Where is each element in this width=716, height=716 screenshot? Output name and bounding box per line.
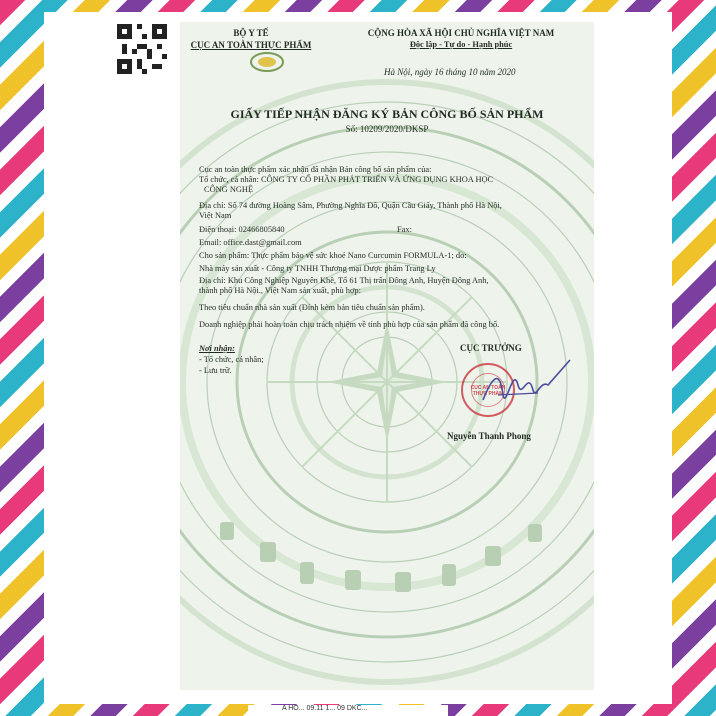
agency-logo-icon [249, 51, 285, 73]
body-line: thành phố Hà Nội., Việt Nam sản xuất, phù hợp: [199, 286, 361, 295]
official-red-stamp: CỤC AN TOÀN THỰC PHẨM [461, 363, 515, 417]
body-line: Theo tiêu chuẩn nhà sản xuất (Đính kèm bản tiêu chuẩn sản phẩm). [199, 303, 425, 312]
bottom-caption-text: A HO... 09.11 1... 09 DKC... [282, 705, 368, 712]
body-line: CÔNG NGHỆ [204, 185, 254, 194]
phone-line: Điện thoại: 02466805840 [199, 225, 285, 234]
body-line: Địa chỉ: Số 74 đường Hoàng Sâm, Phường Nghĩa Đô, Quận Cầu Giấy, Thành phố Hà Nội, [199, 201, 502, 210]
body-line: Địa chỉ: Khu Công Nghiệp Nguyên Khê, Tổ 61 Thị trấn Đông Anh, Huyện Đông Anh, [199, 276, 489, 285]
fax-label: Fax: [397, 225, 412, 234]
republic-name: CỘNG HÒA XÃ HỘI CHỦ NGHĨA VIỆT NAM [367, 28, 555, 38]
document-number: Số: 10209/2020/DKSP [345, 124, 429, 134]
body-line: Cục an toàn thực phẩm xác nhận đã nhận Bản công bố sản phẩm của: [199, 165, 432, 174]
body-line: Nhà máy sản xuất - Công ty TNHH Thương mại Dược phẩm Trang Ly [199, 264, 436, 273]
signer-title: CỤC TRƯỞNG [460, 343, 522, 353]
body-line: Doanh nghiệp phải hoàn toàn chịu trách nhiệm về tính phù hợp của sản phẩm đã công bố. [199, 320, 500, 329]
handwritten-signature [478, 355, 573, 420]
recipients-title: Nơi nhận: [199, 344, 235, 353]
issue-date: Hà Nội, ngày 16 tháng 10 năm 2020 [384, 67, 516, 77]
agency-name: CỤC AN TOÀN THỰC PHẨM [190, 40, 312, 50]
ministry-name: BỘ Y TẾ [233, 28, 269, 38]
signer-name: Nguyễn Thanh Phong [447, 431, 531, 441]
recipient-item: - Tổ chức, cá nhân; [199, 355, 264, 364]
recipient-item: - Lưu trữ. [199, 366, 232, 375]
body-line: Tổ chức, cá nhân: CÔNG TY CỔ PHẦN PHÁT TRIỂN VÀ ỨNG DỤNG KHOA HỌC [199, 175, 494, 184]
body-line: Cho sản phẩm: Thực phẩm bảo vệ sức khoẻ Nano Curcumin FORMULA-1; do: [199, 251, 467, 260]
body-line: Việt Nam [199, 211, 232, 220]
national-motto: Độc lập - Tự do - Hạnh phúc [409, 40, 513, 49]
qr-code [117, 24, 167, 74]
email-line: Email: office.dast@gmail.com [199, 238, 302, 247]
document-title: GIẤY TIẾP NHẬN ĐĂNG KÝ BẢN CÔNG BỐ SẢN PHẨM [230, 107, 544, 121]
